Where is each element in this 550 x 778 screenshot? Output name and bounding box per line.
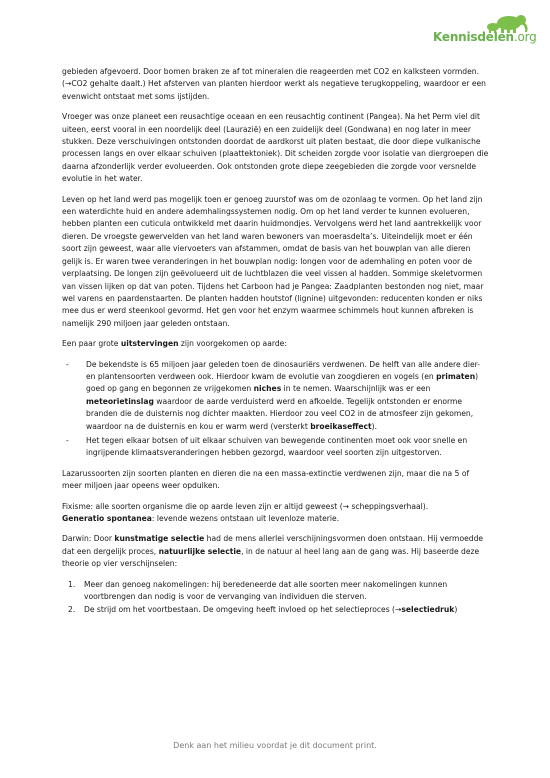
extinction-list xyxy=(62,359,490,460)
list-item: - Het tegen elkaar botsen of uit elkaar schuiven van bewegende continenten moet ook voor snelle en ingrijpende klimaatsveranderingen hebben gezorgd, waardoor veel soorten zijn uitgestorven. xyxy=(86,435,490,460)
paragraph: Lazarussoorten zijn soorten planten en dieren die na een massa-extinctie verdwenen zijn, maar die na 5 of meer miljoen jaar opeens weer opduiken. xyxy=(62,468,470,491)
site-logo xyxy=(419,14,537,54)
document-body xyxy=(62,66,490,621)
list-item: 1. Meer dan genoeg nakomelingen: hij beredeneerde dat alle soorten meer nakomelingen kunnen voortbrengen dan nodig is voor de vervanging van individuen die sterven. xyxy=(68,579,448,602)
paragraph: Een paar grote uitstervingen zijn voorgekomen op aarde: xyxy=(62,339,287,349)
brand-name: Kennisdelen.org xyxy=(433,30,537,44)
paragraph: gebieden afgevoerd. Door bomen braken ze af tot mineralen die reageerden met CO2 en kalksteen vormden. (→CO2 gehalte daalt.) Het afsterven van planten hierdoor werkt als negatieve terugkoppeling, waardoor er een evenwicht ontstaat met soms ijstijden. xyxy=(62,67,486,101)
paragraph: Fixisme: alle soorten organisme die op aarde leven zijn er altijd geweest (→ scheppingsverhaal). Generatio spontanea: levende wezens ontstaan uit levenloze materie. xyxy=(62,501,429,523)
list-item: - De bekendste is 65 miljoen jaar geleden toen de dinosauriërs verdwenen. De helft van alle andere dier- en plantensoorten verdween ook. Hierdoor kwam de evolutie van zoogdieren en vogels (en primaten) goed op gang en begonnen ze vrijgekomen niches in te nemen. Waarschijnlijk was er een meteorietinslag waardoor de aarde verduisterd werd en afkoelde. Tegelijk ontstonden er enorme branden die de duisternis nog dichter maakten. Hierdoor zou veel CO2 in de atmosfeer zijn gekomen, waardoor na de duisternis en kou er warm werd (versterkt broeikaseffect). xyxy=(86,359,490,433)
list-item: 2. De strijd om het voortbestaan. De omgeving heeft invloed op het selectieproces (→selectiedruk) xyxy=(68,605,458,615)
numbered-list xyxy=(62,579,490,617)
paragraph: Leven op het land werd pas mogelijk toen er genoeg zuurstof was om de ozonlaag te vormen. Op het land zijn een waterdichte huid en andere ademhalingssystemen nodig. Om op het land verder te kunnen evolueren, hebben planten een cuticula ontwikkeld met daarin huidmondjes. Vervolgens werd het land aantrekkelijk voor dieren. De vroegste gewervelden van het land waren bewoners van moerasdelta’s. Uiteindelijk moet er één soort zijn geweest, waar alle viervoeters van afstammen, omdat de basis van het bouwplan van alle dieren gelijk is. Er waren twee veranderingen in het bouwplan nodig: longen voor de ademhaling en poten voor de verplaatsing. De longen zijn geëvolueerd uit de luchtblazen die veel vissen al hadden. Sommige skeletvormen van vissen lijken op dat van poten. Tijdens het Carboon had je Pangea: Zaadplanten bestonden nog niet, maar wel varens en paardenstaarten. De planten hadden houtstof (lignine) uitgevonden: reducenten konden er niks mee dus er werd steenkool gevormd. Het gen voor het enzym waarmee schimmels hout kunnen afbreken is namelijk 290 miljoen jaar geleden ontstaan. xyxy=(62,194,484,328)
paragraph: Vroeger was onze planeet een reusachtige oceaan en een reusachtig continent (Pangea). Na het Perm viel dit uiteen, eerst vooral in een noordelijk deel (Laurazië) en een zuidelijk deel (Gondwana) en nog later in meer stukken. Deze verschuivingen ontstonden doordat de aardkorst uit platen bestaat, die door diepe vulkanische processen langs en over elkaar schuiven (plaattektoniek). Dit scheiden zorgde voor isolatie van diergroepen die daarna afzonderlijk verder evolueerden. Ook ontstonden grote diepe zeegebieden die zorgde voor versnelde evolutie in het water. xyxy=(62,112,489,184)
footer-note: Denk aan het milieu voordat je dit document print. xyxy=(173,741,377,750)
paragraph: Darwin: Door kunstmatige selectie had de mens allerlei verschijningsvormen doen ontstaan. Hij vermoedde dat een dergelijk proces, natuurlijke selectie, in de natuur al heel lang aan de gang was. Hij baseerde deze theorie op vier verschijnselen: xyxy=(62,534,484,569)
